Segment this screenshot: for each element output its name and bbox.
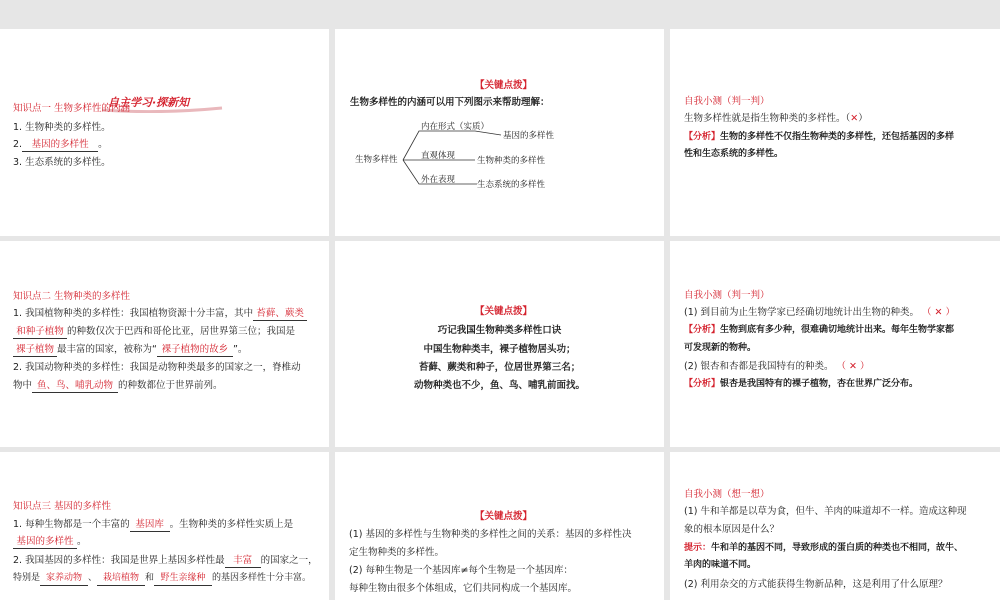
mnemonic-line-1: 中国生物种类丰，裸子植物居头功； (423, 344, 576, 355)
answer-blank: 家养动物 (40, 572, 88, 586)
answer-blank: 裸子植物 (13, 343, 57, 357)
keypoint-title: 【关键点拨】 (475, 511, 533, 522)
branch-visual: 直观体现 (421, 151, 456, 161)
quiz-title: 自我小测（想一想） (684, 489, 770, 500)
keypoint-line-3: (2) 每种生物是一个基因库≠每个生物是一个基因库： (349, 565, 573, 576)
banner-title: 自主学习·探新知 (108, 96, 190, 109)
slide-1 (0, 29, 329, 236)
keypoint-line-1: (1) 基因的多样性与生物种类的多样性之间的关系：基因的多样性决 (349, 529, 632, 540)
answer-blank: 裸子植物的故乡 (157, 343, 233, 357)
slide-4 (0, 241, 329, 447)
quiz-question: 生物多样性就是指生物种类的多样性。（✕） (684, 113, 868, 124)
p1-line-1: 1. 我国植物种类的多样性：我国植物资源十分丰富，其中 苔藓、蕨类 (13, 307, 307, 321)
p1-line-3: 裸子植物 最丰富的国家，被称为“ 裸子植物的故乡 ”。 (13, 343, 247, 357)
slide-5 (335, 241, 664, 447)
quiz-title: 自我小测（判一判） (684, 290, 770, 301)
keypoint-title: 【关键点拨】 (475, 80, 533, 91)
knowledge-heading: 知识点一 生物多样性的内涵 (13, 103, 131, 114)
wrong-mark: ✕ (850, 113, 859, 124)
quiz-q1-line-1: (1) 牛和羊都是以草为食，但牛、羊肉的味道却不一样。造成这种现 (684, 506, 967, 517)
quiz-q2: (2) 利用杂交的方式能获得生物新品种，这是利用了什么原理？ (684, 579, 948, 590)
leaf-ecosystem: 生态系统的多样性 (477, 180, 546, 190)
quiz-q1: (1) 到目前为止生物学家已经确切地统计出生物的种类。 （ ✕ ） (684, 307, 956, 318)
p1-line-2: 基因的多样性 。 (13, 535, 87, 549)
analysis-2: 【分析】银杏是我国特有的裸子植物，杏在世界广泛分布。 (684, 379, 919, 389)
hint-1a: 提示：牛和羊的基因不同，导致形成的蛋白质的种类也不相同，故牛、 (684, 543, 964, 553)
keypoint-line-2: 定生物种类的多样性。 (349, 547, 445, 558)
mnemonic-title: 巧记我国生物种类多样性口诀 (437, 325, 562, 336)
analysis-1b: 可发现新的物种。 (684, 343, 757, 353)
branch-essence: 内在形式（实质） (421, 122, 490, 132)
slide-8 (335, 452, 664, 600)
concept-tree-lines (335, 29, 664, 236)
branch-external: 外在表现 (421, 175, 456, 185)
keypoint-line-4: 每种生物由很多个体组成，它们共同构成一个基因库。 (349, 583, 578, 594)
analysis-1: 【分析】生物的多样性不仅指生物种类的多样性，还包括基因的多样 (684, 132, 955, 142)
knowledge-heading: 知识点二 生物种类的多样性 (13, 291, 131, 302)
line-2: 2. 基因的多样性 。 (13, 139, 108, 150)
answer-blank: 栽培植物 (97, 572, 145, 586)
quiz-q2: (2) 银杏和杏都是我国特有的种类。 （ ✕ ） (684, 361, 870, 372)
slide-7 (0, 452, 329, 600)
answer-blank: 鱼、鸟、哺乳动物 (32, 379, 118, 393)
leaf-gene: 基因的多样性 (503, 131, 555, 141)
p1-line-1: 1. 每种生物都是一个丰富的 基因库 。生物种类的多样性实质上是 (13, 519, 294, 530)
answer-blank: 和种子植物 (13, 325, 67, 339)
mnemonic-line-2: 苔藓、蕨类和种子，位居世界第三名； (418, 362, 581, 373)
slide-2 (335, 29, 664, 236)
analysis-1a: 【分析】生物到底有多少种，很难确切地统计出来。每年生物学家都 (684, 325, 955, 335)
slide-3 (670, 29, 1000, 236)
p2-line-1: 2. 我国动物种类的多样性：我国是动物种类最多的国家之一，脊椎动 (13, 362, 301, 373)
answer-blank: 苔藓、蕨类 (253, 307, 307, 321)
answer-blank: 基因的多样性 (22, 138, 98, 152)
mnemonic-line-3: 动物种类也不少，鱼、鸟、哺乳前面找。 (413, 380, 585, 391)
p2-line-2: 特别是 家养动物 、 栽培植物 和 野生亲缘种 的基因多样性十分丰富。 (13, 572, 311, 586)
p2-line-1: 2. 我国基因的多样性：我国是世界上基因多样性最 丰富 的国家之一， (13, 555, 318, 566)
intro-text: 生物多样性的内涵可以用下列图示来帮助理解： (350, 97, 550, 108)
slide-6 (670, 241, 1000, 447)
knowledge-heading: 知识点三 基因的多样性 (13, 501, 112, 512)
quiz-q1-line-2: 象的根本原因是什么？ (684, 524, 780, 535)
answer-blank: 基因库 (130, 518, 170, 532)
quiz-title: 自我小测（判一判） (684, 96, 770, 107)
wrong-mark: （ ✕ ） (922, 307, 956, 318)
answer-blank: 野生亲缘种 (154, 572, 212, 586)
wrong-mark: （ ✕ ） (836, 361, 870, 372)
tree-root: 生物多样性 (355, 155, 398, 165)
line-3: 3. 生态系统的多样性。 (13, 157, 111, 168)
keypoint-title: 【关键点拨】 (475, 306, 533, 317)
line-1: 1. 生物种类的多样性。 (13, 122, 111, 133)
answer-blank: 丰富 (225, 554, 261, 568)
answer-blank: 基因的多样性 (13, 535, 77, 549)
leaf-species: 生物种类的多样性 (477, 156, 546, 166)
slide-9 (670, 452, 1000, 600)
analysis-2: 性和生态系统的多样性。 (684, 149, 784, 159)
p1-line-2: 和种子植物 的种数仅次于巴西和哥伦比亚，居世界第三位；我国是 (13, 325, 295, 339)
p2-line-2: 物中 鱼、鸟、哺乳动物 的种数都位于世界前列。 (13, 380, 223, 391)
hint-1b: 羊肉的味道不同。 (684, 560, 757, 570)
